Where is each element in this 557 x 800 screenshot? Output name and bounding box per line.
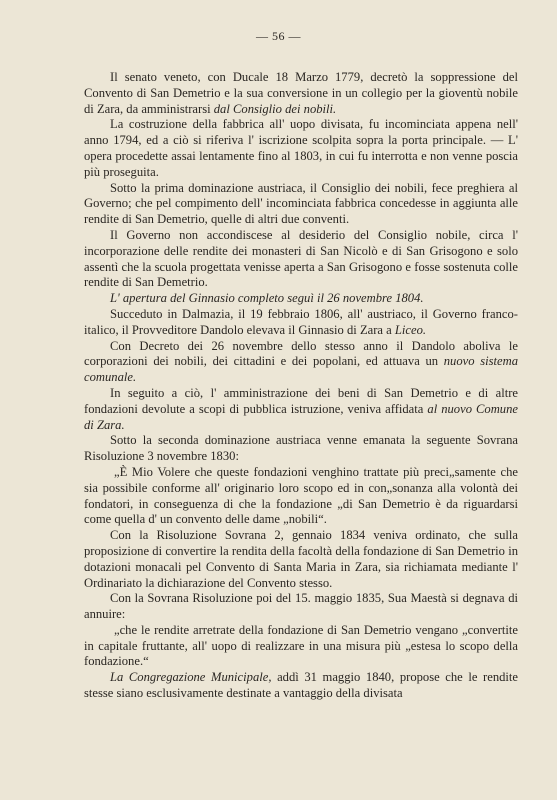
paragraph	[84, 591, 518, 623]
text-run: La costruzione della fabbrica all' uopo divisata, fu incominciata appena nell' anno 1794, ed a ciò si riferiva l' iscrizione scolpita sopra la porta principale. — L' opera procedette assai lentamente fino al 1803, in cui fu interrotta e non venne poscia più proseguita.	[84, 117, 518, 179]
text-run: Succeduto in Dalmazia, il 19 febbraio 1806, all' austriaco, il Governo franco-italico, il Provveditore Dandolo elevava il Ginnasio di Zara a	[84, 306, 518, 337]
text-run: „che le rendite arretrate della fondazione di San Demetrio vengano „convertite in capitale fruttante, all' uopo di realizzare in una misura più „estesa lo scopo della fondazione.“	[84, 622, 518, 669]
paragraph	[84, 181, 518, 228]
text-run: „È Mio Volere che queste fondazioni venghino trattate più preci„samente che sia possibile conforme all' originario loro scopo ed in con„sonanza alla volontà dei fondatori, in conseguenza di che la fondazione „di San Demetrio è da riguardarsi come quella d' un convento delle dame „nobili“.	[84, 464, 518, 527]
quote-paragraph	[84, 465, 518, 528]
paragraph	[84, 228, 518, 291]
paragraph	[84, 307, 518, 339]
text-run: Con Decreto dei 26 novembre dello stesso anno il Dandolo aboliva le corporazioni dei nobili, dei cittadini e dei popolani, ed attuava un	[84, 338, 518, 369]
paragraph	[84, 339, 518, 386]
text-run: Sotto la seconda dominazione austriaca venne emanata la seguente Sovrana Risoluzione 3 novembre 1830:	[84, 433, 518, 464]
paragraph	[84, 70, 518, 117]
text-run: In seguito a ciò, l' amministrazione dei beni di San Demetrio e di altre fondazioni devolute a scopi di pubblica istruzione, veniva affidata	[84, 385, 518, 416]
paragraph	[84, 670, 518, 702]
text-run: Il Governo non accondiscese al desiderio del Consiglio nobile, circa l' incorporazione delle rendite dei monasteri di San Nicolò e di San Grisogono e solo assentì che la scuola progettata venisse aperta a San Grisogono e fosse sostenuta colle rendite di San Demetrio.	[84, 227, 518, 290]
page-number: — 56 —	[256, 29, 301, 43]
paragraph	[84, 386, 518, 433]
text-run: Con la Risoluzione Sovrana 2, gennaio 1834 veniva ordinato, che sulla proposizione di convertire la rendita della facoltà della fondazione di San Demetrio in dotazioni monacali pel Convento di Santa Maria in Zara, sia richiamata mediante l' Ordinariato la dichiarazione del Convento stesso.	[84, 528, 518, 590]
italic-text: Liceo.	[394, 322, 427, 337]
italic-text: nuovo sistema comunale.	[84, 354, 518, 385]
paragraph	[84, 117, 518, 180]
italic-text: dal Consiglio dei nobili.	[213, 101, 337, 116]
text-run: Con la Sovrana Risoluzione poi del 15. maggio 1835, Sua Maestà si degnava di annuire:	[84, 591, 518, 622]
italic-text: La Congregazione Municipale,	[110, 670, 272, 685]
paragraph	[84, 291, 518, 307]
text-run: addì 31 maggio 1840, propose che le rendite stesse siano esclusivamente destinate a vantaggio della divisata	[84, 670, 518, 701]
italic-text: L' apertura del Ginnasio completo seguì il 26 novembre 1804.	[110, 291, 424, 306]
text-run: Sotto la prima dominazione austriaca, il Consiglio dei nobili, fece preghiera al Governo; che pel compimento dell' incominciata fabbrica concedesse in aggiunta alle rendite di San Demetrio, quelle di altri due conventi.	[84, 180, 518, 227]
text-run: Il senato veneto, con Ducale 18 Marzo 1779, decretò la soppressione del Convento di San Demetrio e la sua conversione in un collegio per la gioventù nobile di Zara, da amministrarsi	[84, 70, 518, 116]
body-text	[84, 70, 518, 702]
italic-text: al nuovo Comune di Zara.	[84, 401, 518, 432]
quote-paragraph	[84, 623, 518, 670]
paragraph	[84, 433, 518, 465]
paragraph	[84, 528, 518, 591]
